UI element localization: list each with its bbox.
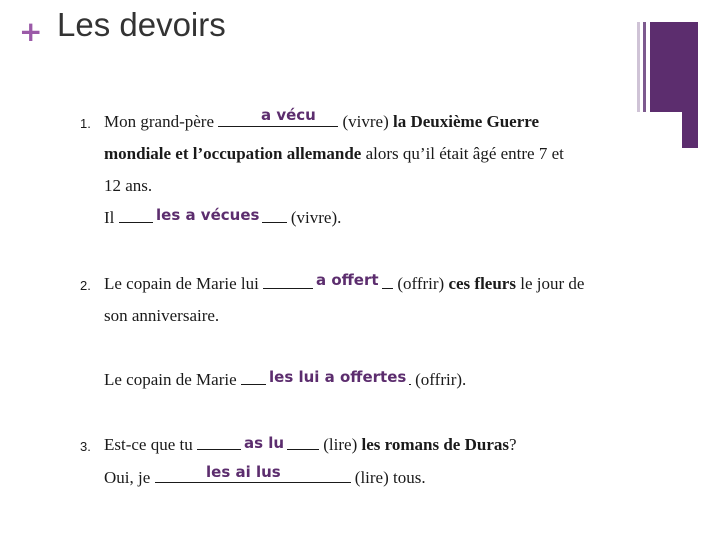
item-1-line-1-b: (vivre) [342, 112, 389, 131]
item-3-line-1 [104, 435, 517, 455]
item-2-line-3-b: (offrir). [415, 370, 467, 389]
item-3-line-2-b: (lire) tous. [354, 468, 426, 487]
item-1-line-1-a: Mon grand-père [104, 112, 214, 131]
item-3-answer-2: les ai lus [203, 463, 284, 481]
plus-icon: + [19, 15, 43, 48]
item-1-answer-1: a vécu [258, 106, 319, 124]
item-1-answer-2: les a vécues [153, 206, 262, 224]
item-2-line-2: son anniversaire. [104, 306, 220, 325]
item-3-line-1-a: Est-ce que tu [104, 435, 193, 454]
item-1-line-3: 12 ans. [104, 176, 153, 195]
item-3-line-2-a: Oui, je [104, 468, 151, 487]
item-1-line-1 [104, 112, 539, 132]
item-1-line-1-c: la Deuxième Guerre [393, 112, 540, 131]
item-1-line-2-a: mondiale et l’occupation allemande [104, 144, 362, 163]
item-3-line-1-d: ? [508, 435, 517, 454]
item-2-line-1-d: le jour de [520, 274, 585, 293]
item-1-line-2-b: alors qu’il était âgé entre 7 et [365, 144, 564, 163]
decorative-bar-thin [637, 22, 640, 112]
item-2-line-1-b: (offrir) [397, 274, 445, 293]
item-2-line-1-a: Le copain de Marie lui [104, 274, 259, 293]
item-3-line-1-b: (lire) [323, 435, 358, 454]
item-2-line-1-c: ces fleurs [448, 274, 516, 293]
item-2-answer-1: a offert [313, 271, 382, 289]
item-3-answer-1: as lu [241, 434, 287, 452]
item-1-number: 1. [80, 116, 91, 131]
item-2-answer-2: les lui a offertes [266, 368, 409, 386]
slide-title: Les devoirs [57, 6, 226, 43]
item-3-line-1-c: les romans de Duras [361, 435, 509, 454]
decorative-bar-end [682, 112, 698, 148]
item-2-number: 2. [80, 278, 91, 293]
item-1-line-4-b: (vivre). [290, 208, 342, 227]
item-1-line-2 [104, 144, 564, 164]
item-3-number: 3. [80, 439, 91, 454]
item-2-line-3-a: Le copain de Marie [104, 370, 237, 389]
decorative-bar-mid [643, 22, 646, 112]
decorative-bar-thick [650, 22, 698, 112]
item-1-line-4-a: Il [104, 208, 115, 227]
